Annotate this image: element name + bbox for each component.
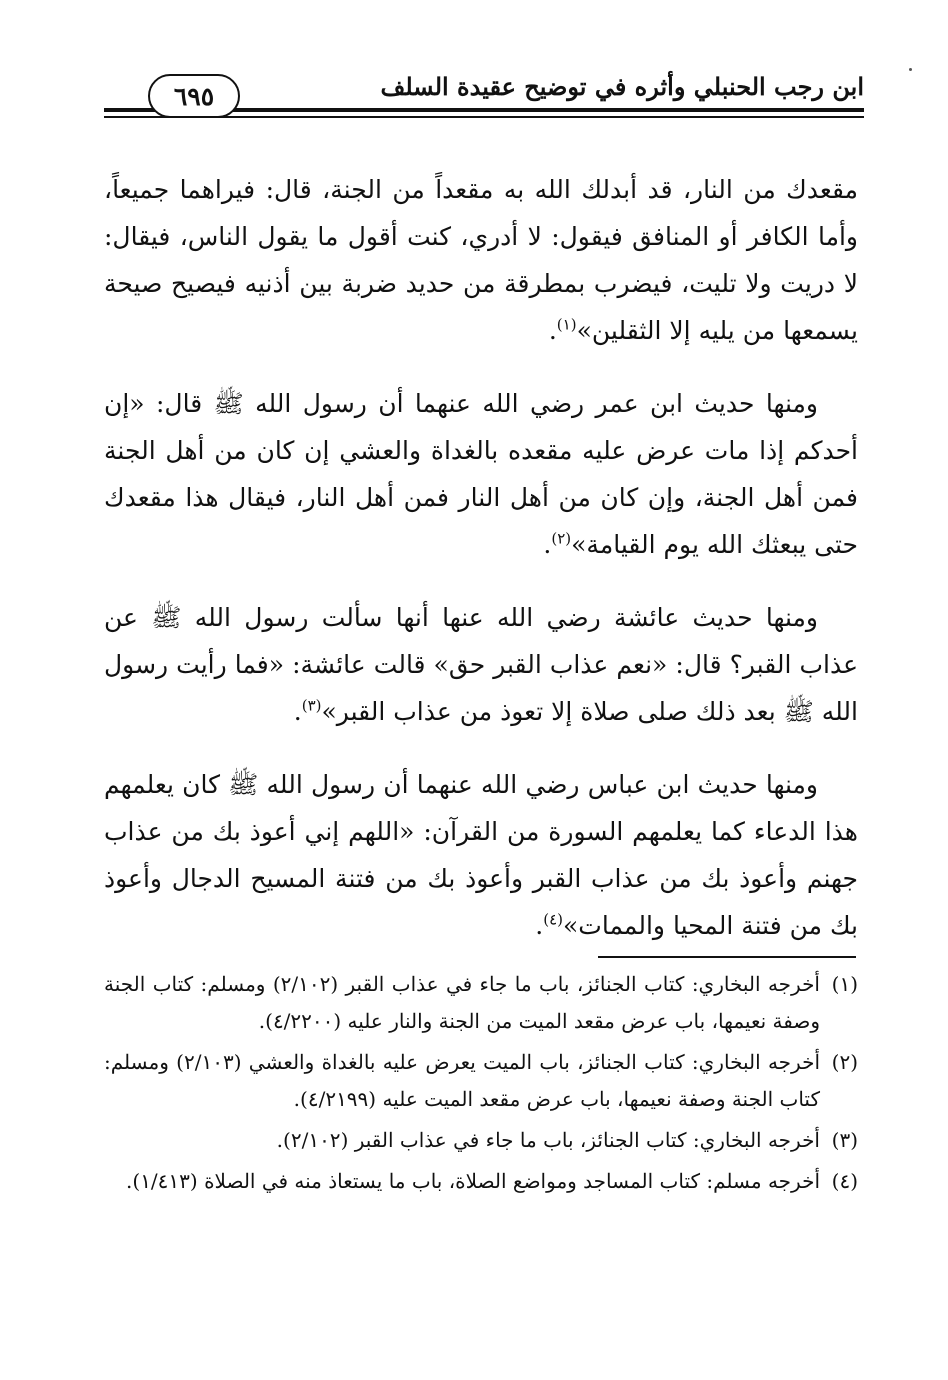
footnote-ref: (٣) [301, 696, 322, 715]
footnote-ref: (٢) [551, 529, 572, 548]
paragraph-text: ومنها حديث ابن عباس رضي الله عنهما أن رسول الله ﷺ كان يعلمهم هذا الدعاء كما يعلمهم السورة من القرآن: «اللهم إني أعوذ بك من عذاب جهنم وأعوذ بك من عذاب القبر وأعوذ بك من فتنة المسيح الدجال وأعوذ بك من فتنة المحيا والممات» [104, 770, 858, 940]
footnote-text: أخرجه البخاري: كتاب الجنائز، باب الميت يعرض عليه بالغداة والعشي (٢/١٠٣) ومسلم: كتاب الجنة وصفة نعيمها، باب عرض مقعد الميت عليه (٤/٢١٩٩). [104, 1050, 820, 1111]
footnote-text: أخرجه البخاري: كتاب الجنائز، باب ما جاء في عذاب القبر (٢/١٠٢) ومسلم: كتاب الجنة وصفة نعيمها، باب عرض مقعد الميت من الجنة والنار عليه (٤/٢٢٠٠). [104, 972, 820, 1033]
paragraph-end: . [543, 530, 552, 559]
footnote-number: (٢) [831, 1050, 858, 1074]
footnote-number: (١) [831, 972, 858, 996]
scan-speck [909, 68, 912, 71]
footnote [104, 1163, 858, 1200]
running-title: ابن رجب الحنبلي وأثره في توضيح عقيدة السلف [380, 72, 864, 101]
footnote-text: أخرجه مسلم: كتاب المساجد ومواضع الصلاة، باب ما يستعاذ منه في الصلاة (١/٤١٣). [126, 1169, 820, 1193]
paragraph [104, 166, 858, 354]
footnotes [104, 966, 858, 1204]
paragraph-end: . [535, 911, 544, 940]
page-number: ٦٩٥ [173, 81, 215, 111]
paragraph-text: مقعدك من النار، قد أبدلك الله به مقعداً من الجنة، قال: فيراهما جميعاً، وأما الكافر أو المنافق فيقول: لا أدري، كنت أقول ما يقول الناس، فيقال: لا دريت ولا تليت، فيضرب بمطرقة من حديد ضربة بين أذنيه فيصيح صيحة يسمعها من يليه إلا الثقلين» [104, 175, 858, 345]
paragraph-end: . [548, 316, 557, 345]
paragraph [104, 761, 858, 949]
paragraph [104, 380, 858, 568]
page-number-oval [148, 74, 240, 118]
paragraph-text: ومنها حديث عائشة رضي الله عنها أنها سألت رسول الله ﷺ عن عذاب القبر؟ قال: «نعم عذاب القبر حق» قالت عائشة: «فما رأيت رسول الله ﷺ بعد ذلك صلى صلاة إلا تعوذ من عذاب القبر» [104, 603, 858, 726]
footnote [104, 1122, 858, 1159]
footnote [104, 1044, 858, 1118]
page-header [104, 68, 864, 130]
footnote-number: (٤) [831, 1169, 858, 1193]
footnote-ref: (١) [556, 315, 577, 334]
paragraph [104, 594, 858, 735]
paragraph-end: . [293, 697, 302, 726]
footnote-ref: (٤) [543, 910, 564, 929]
main-text [104, 166, 858, 975]
footnote [104, 966, 858, 1040]
footnote-number: (٣) [831, 1128, 858, 1152]
footnote-separator [598, 956, 856, 958]
footnote-text: أخرجه البخاري: كتاب الجنائز، باب ما جاء في عذاب القبر (٢/١٠٢). [276, 1128, 820, 1152]
paragraph-text: ومنها حديث ابن عمر رضي الله عنهما أن رسول الله ﷺ قال: «إن أحدكم إذا مات عرض عليه مقعده بالغداة والعشي إن كان من أهل الجنة فمن أهل الجنة، وإن كان من أهل النار فمن أهل النار، فيقال هذا مقعدك حتى يبعثك الله يوم القيامة» [104, 389, 858, 559]
